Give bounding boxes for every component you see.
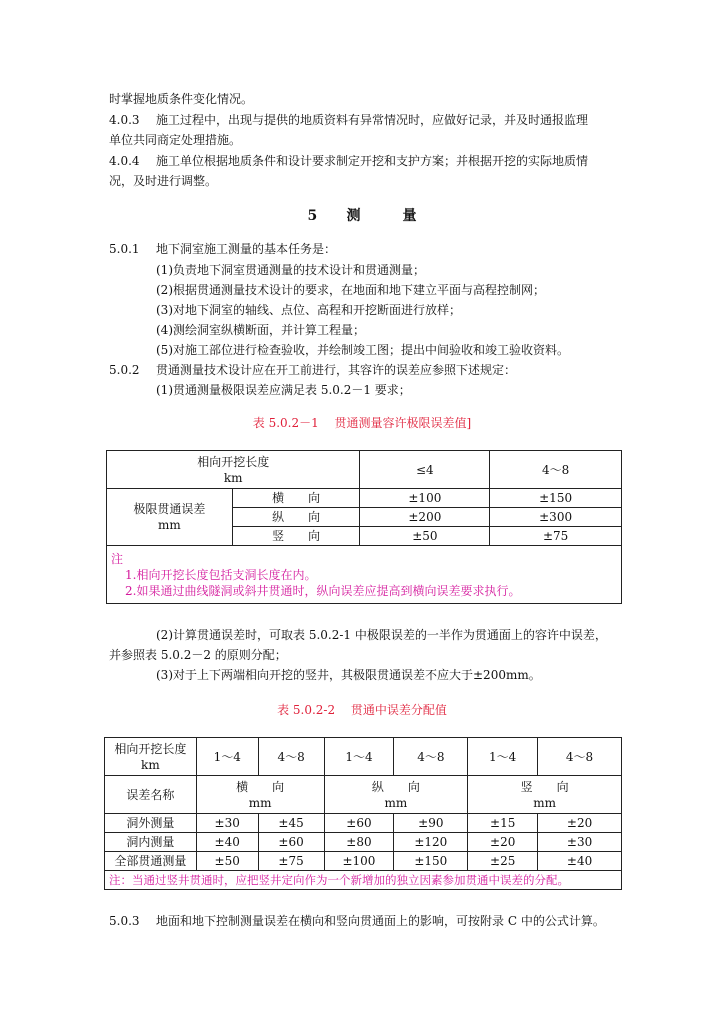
text-line: 况，及时进行调整。 [109, 174, 218, 188]
value-cell: ±50 [196, 852, 258, 871]
section-number: 5 [307, 208, 318, 224]
list-item: (2)计算贯通误差时，可取表 5.0.2-1 中极限误差的一半作为贯通面上的容许中误差， [156, 628, 607, 642]
clause-number: 5.0.3 [109, 914, 140, 928]
unit-label: mm [384, 795, 408, 810]
value-cell: ±100 [324, 852, 394, 871]
row-name: 洞外测量 [105, 814, 197, 833]
header-label: 相向开挖长度 [197, 454, 270, 469]
value-cell: ±150 [394, 852, 468, 871]
value-cell: ±75 [490, 527, 622, 546]
list-item: (2)根据贯通测量技术设计的要求，在地面和地下建立平面与高程控制网； [156, 283, 546, 297]
length-cell: 4～8 [394, 738, 468, 776]
direction-cell: 横 向 [232, 489, 360, 508]
section-heading [0, 205, 724, 225]
text-line: 施工单位根据地质条件和设计要求制定开挖和支护方案；并根据开挖的实际地质情 [156, 154, 589, 168]
direction-label: 纵 向 [371, 779, 420, 794]
value-cell: ±75 [258, 852, 324, 871]
direction-cell: 纵 向 [232, 508, 360, 527]
unit-label: mm [248, 795, 272, 810]
note-title: 注 [111, 551, 124, 566]
list-item: (1)贯通测量极限误差应满足表 5.0.2－1 要求； [156, 383, 411, 397]
value-cell: ±200 [360, 508, 490, 527]
table-note [107, 546, 622, 604]
row-name: 全部贯通测量 [105, 852, 197, 871]
list-item: (4)测绘洞室纵横断面，并计算工程量； [156, 323, 365, 337]
text-line: 时掌握地质条件变化情况。 [109, 92, 254, 106]
tolerance-table [106, 450, 622, 604]
direction-header [196, 776, 324, 814]
value-cell: ±40 [538, 852, 622, 871]
header-unit: km [141, 757, 160, 772]
direction-header [324, 776, 468, 814]
table-caption: 表 5.0.2－1 贯通测量容许极限误差值] [252, 416, 472, 430]
col-header: 4～8 [490, 451, 622, 489]
value-cell: ±25 [468, 852, 538, 871]
value-cell: ±50 [360, 527, 490, 546]
value-cell: ±15 [468, 814, 538, 833]
length-cell: 1～4 [324, 738, 394, 776]
row-unit: mm [157, 518, 181, 532]
header-cell [105, 738, 197, 776]
text-line: 地面和地下控制测量误差在横向和竖向贯通面上的影响，可按附录 C 中的公式计算。 [156, 914, 605, 928]
text-line: 施工过程中，出现与提供的地质资料有异常情况时，应做好记录，并及时通报监理 [156, 113, 589, 127]
value-cell: ±40 [196, 833, 258, 852]
row-name: 洞内测量 [105, 833, 197, 852]
value-cell: ±60 [258, 833, 324, 852]
table-row [105, 814, 622, 833]
unit-label: mm [533, 795, 557, 810]
value-cell: ±45 [258, 814, 324, 833]
col-header: ≤4 [360, 451, 490, 489]
direction-cell: 竖 向 [232, 527, 360, 546]
list-item: (3)对地下洞室的轴线、点位、高程和开挖断面进行放样； [156, 303, 462, 317]
list-item: (5)对施工部位进行检查验收，并绘制竣工图；提出中间验收和竣工验收资料。 [156, 343, 570, 357]
value-cell: ±80 [324, 833, 394, 852]
header-label: 相向开挖长度 [114, 741, 187, 756]
row-label: 极限贯通误差 [133, 502, 206, 516]
length-cell: 1～4 [468, 738, 538, 776]
text-line: 地下洞室施工测量的基本任务是： [156, 242, 337, 256]
direction-header [468, 776, 622, 814]
value-cell: ±300 [490, 508, 622, 527]
list-item: (1)负责地下洞室贯通测量的技术设计和贯通测量； [156, 263, 425, 277]
clause-number: 5.0.2 [109, 363, 140, 377]
table-row [105, 833, 622, 852]
value-cell: ±20 [538, 814, 622, 833]
value-cell: ±90 [394, 814, 468, 833]
value-cell: ±100 [360, 489, 490, 508]
table-row [105, 852, 622, 871]
length-cell: 4～8 [258, 738, 324, 776]
clause-number: 4.0.4 [109, 154, 140, 168]
error-distribution-table [104, 737, 622, 890]
length-cell: 1～4 [196, 738, 258, 776]
value-cell: ±30 [196, 814, 258, 833]
row-label-cell [107, 489, 233, 546]
direction-label: 竖 向 [520, 779, 569, 794]
length-cell: 4～8 [538, 738, 622, 776]
text-line: 并参照表 5.0.2－2 的原则分配； [109, 648, 287, 662]
text-line: 单位共同商定处理措施。 [109, 133, 242, 147]
note-item: 1.相向开挖长度包括支洞长度在内。 [125, 567, 317, 582]
note-item: 2.如果通过曲线隧洞或斜井贯通时，纵向误差应提高到横向误差要求执行。 [125, 583, 521, 598]
text-line: 贯通测量技术设计应在开工前进行，其容许的误差应参照下述规定： [156, 363, 517, 377]
value-cell: ±20 [468, 833, 538, 852]
header-cell [107, 451, 360, 489]
direction-label: 横 向 [236, 779, 285, 794]
table-caption: 表 5.0.2-2 贯通中误差分配值 [277, 703, 447, 717]
table-note: 注：当通过竖井贯通时，应把竖井定向作为一个新增加的独立因素参加贯通中误差的分配。 [105, 871, 622, 890]
clause-number: 5.0.1 [109, 242, 140, 256]
list-item: (3)对于上下两端相向开挖的竖井，其极限贯通误差不应大于±200mm。 [156, 668, 541, 682]
value-cell: ±150 [490, 489, 622, 508]
header-unit: km [223, 470, 243, 485]
value-cell: ±60 [324, 814, 394, 833]
section-title: 测 量 [346, 208, 417, 224]
clause-number: 4.0.3 [109, 113, 140, 127]
value-cell: ±30 [538, 833, 622, 852]
error-name-header: 误差名称 [105, 776, 197, 814]
value-cell: ±120 [394, 833, 468, 852]
